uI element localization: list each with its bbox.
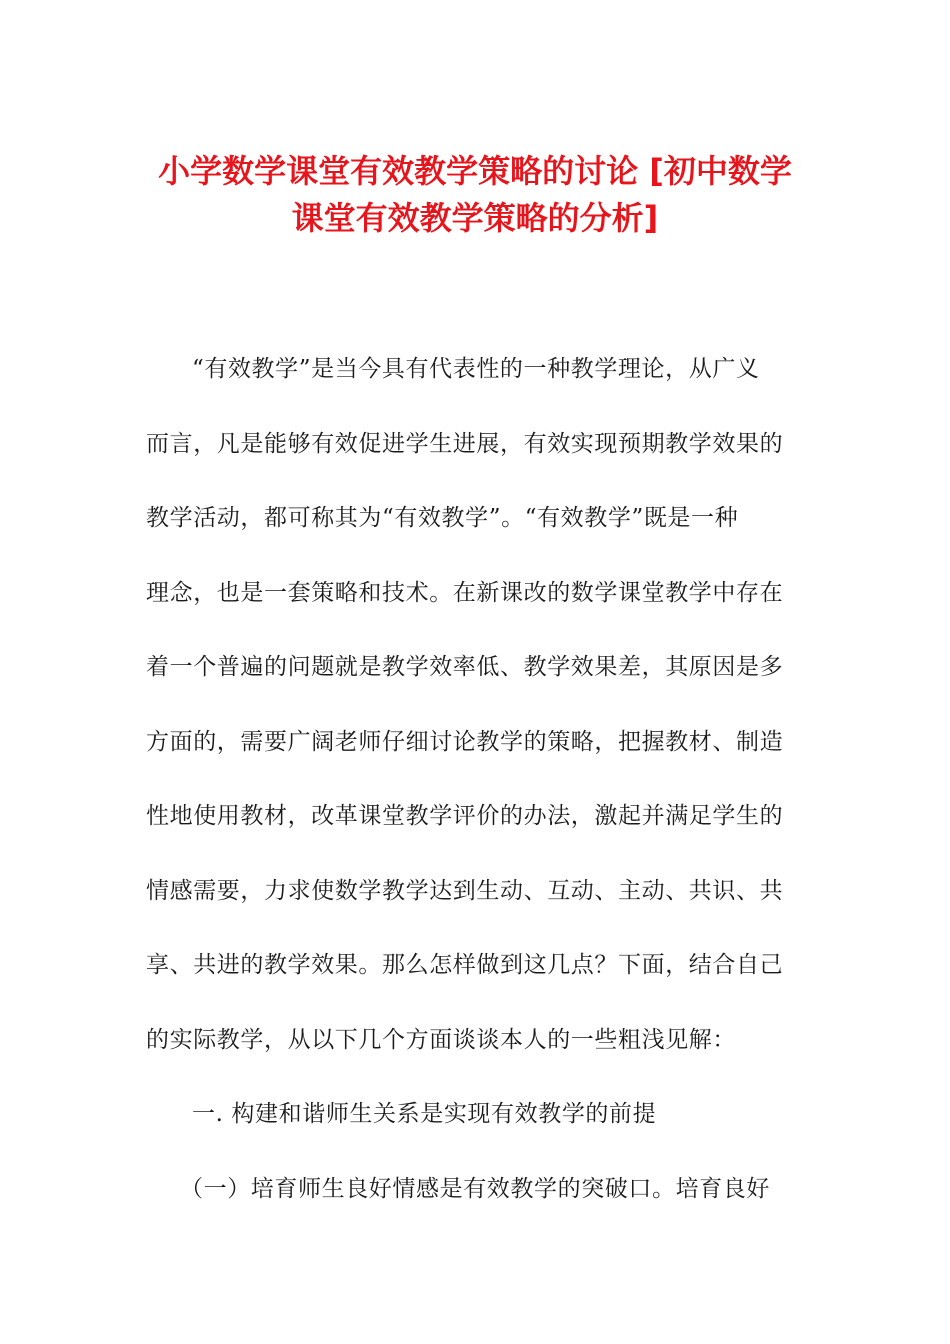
section-heading: 一. 构建和谐师生关系是实现有效教学的前提: [192, 1101, 657, 1127]
paragraph-line: 教学活动，都可称其为“有效教学”。“有效教学”既是一种: [146, 505, 739, 531]
document-title: [120, 148, 830, 242]
paragraph-line: “有效教学”是当今具有代表性的一种教学理论，从广义: [192, 356, 760, 382]
paragraph-line: 方面的，需要广阔老师仔细讨论教学的策略，把握教材、制造: [146, 728, 784, 755]
paragraph-line: 情感需要，力求使数学教学达到生动、互动、主动、共识、共: [146, 877, 784, 904]
paragraph-line: 性地使用教材，改革课堂教学评价的办法，激起并满足学生的: [146, 803, 784, 829]
subsection-heading: （一）培育师生良好情感是有效教学的突破口。培育良好: [180, 1175, 770, 1202]
paragraph-line: 的实际教学，从以下几个方面谈谈本人的一些粗浅见解：: [146, 1026, 736, 1053]
paragraph-line: 享、共进的教学效果。那么怎样做到这几点？下面，结合自己: [146, 952, 784, 978]
paragraph-line: 而言，凡是能够有效促进学生进展，有效实现预期教学效果的: [146, 430, 784, 457]
paragraph-line: 理念，也是一套策略和技术。在新课改的数学课堂教学中存在: [146, 579, 784, 606]
title-line-2: 课堂有效教学策略的分析]: [291, 199, 659, 237]
document-body: [146, 332, 806, 1226]
title-line-1: 小学数学课堂有效教学策略的讨论 [初中数学: [158, 152, 792, 190]
paragraph-line: 着一个普遍的问题就是教学效率低、教学效果差，其原因是多: [146, 654, 784, 680]
